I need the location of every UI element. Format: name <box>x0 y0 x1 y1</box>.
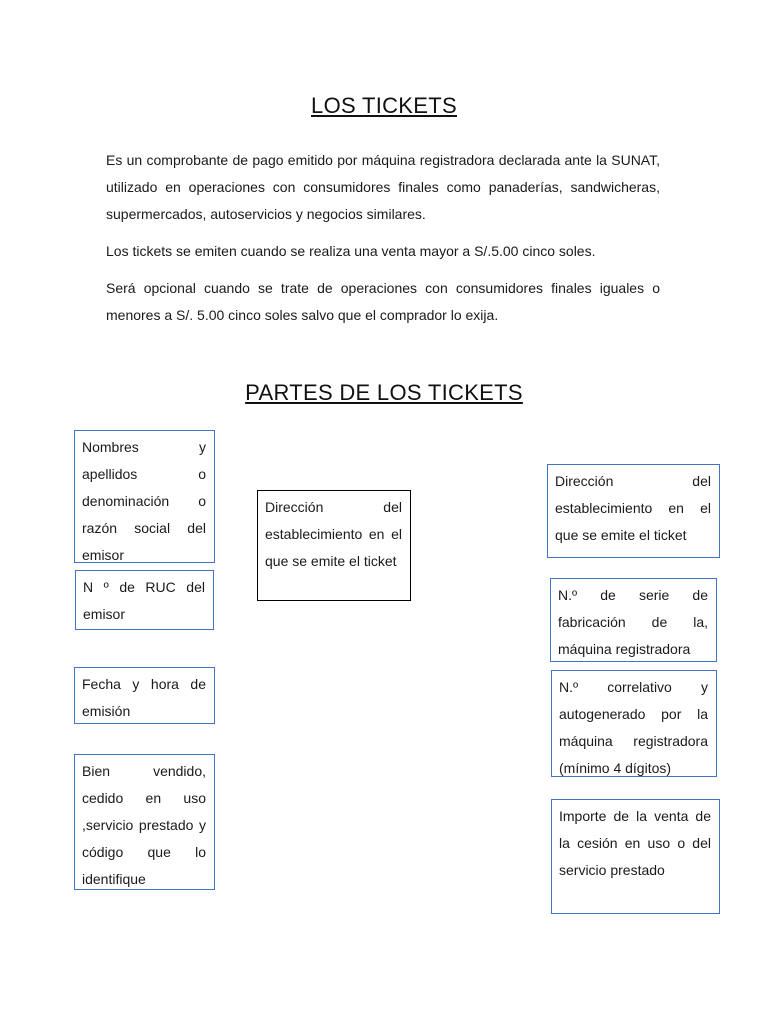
part-box-fecha: Fecha y hora de emisión <box>74 667 215 724</box>
part-box-serie: N.º de serie de fabricación de la, máquina registradora <box>550 578 717 662</box>
optional-paragraph: Será opcional cuando se trate de operaciones con consumidores finales iguales o menores a S/. 5.00 cinco soles salvo que el comprador lo exija. <box>106 280 660 323</box>
part-box-direccion-center: Dirección del establecimiento en el que se emite el ticket <box>257 490 411 601</box>
part-box-importe: Importe de la venta de la cesión en uso o del servicio prestado <box>551 799 720 914</box>
part-box-ruc: N º de RUC del emisor <box>75 570 214 630</box>
part-box-bien: Bien vendido, cedido en uso ,servicio prestado y código que lo identifique <box>74 754 215 890</box>
emission-paragraph: Los tickets se emiten cuando se realiza una venta mayor a S/.5.00 cinco soles. <box>106 243 596 259</box>
part-box-correlativo: N.º correlativo y autogenerado por la máquina registradora (mínimo 4 dígitos) <box>551 670 717 777</box>
section-title: PARTES DE LOS TICKETS <box>245 380 523 405</box>
intro-paragraph: Es un comprobante de pago emitido por máquina registradora declarada ante la SUNAT, utilizado en operaciones con consumidores finales como panaderías, sandwicheras, supermercados, autoservicios y negocios similares. <box>106 152 660 222</box>
page-title: LOS TICKETS <box>311 93 457 118</box>
part-box-nombres: Nombres y apellidos o denominación o razón social del emisor <box>74 430 215 563</box>
part-box-direccion-right: Dirección del establecimiento en el que se emite el ticket <box>547 464 720 558</box>
